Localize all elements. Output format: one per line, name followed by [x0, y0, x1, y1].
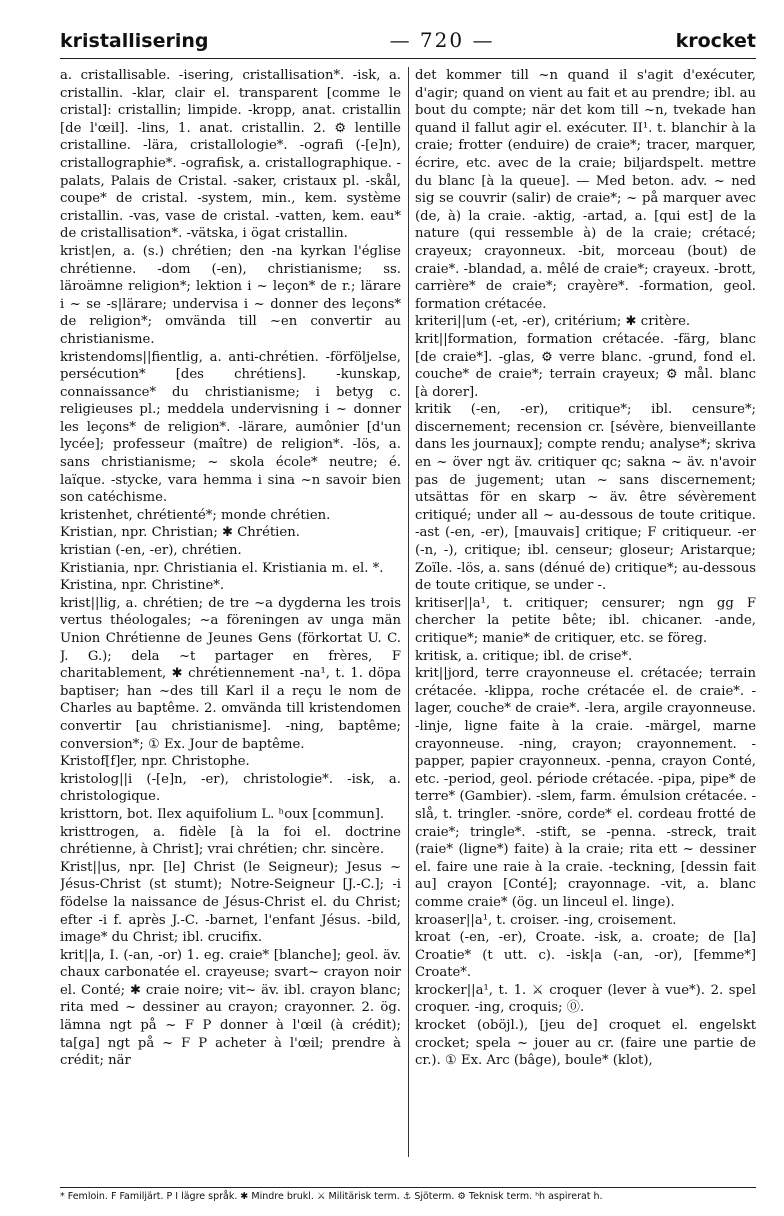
dictionary-entry: krocker||a¹, t. 1. ⚔ croquer (lever à vue*). 2. spel croquer. -ing, croquis; ⓪.: [415, 982, 756, 1016]
right-column: [415, 67, 756, 1157]
left-running-headword: kristallisering: [60, 30, 209, 52]
dictionary-entry: Kristiania, npr. Christiania el. Kristiania m. el. *.: [60, 560, 384, 576]
dictionary-columns: [60, 67, 756, 1157]
dictionary-entry: Kristina, npr. Christine*.: [60, 578, 225, 594]
dictionary-entry: kritik (-en, -er), critique*; ibl. censure*; discernement; recension cr. [sévère, bienveillante dans les journaux]; compte rendu; analyse*; skriva en ~ över ngt äv. critiquer qc; sakna ~ äv. n'avoir pas de jugement; utan ~ sans discernement; utsättas för en skarp ~ äv. être sévèrement critiqué; under all ~ au-dessous de toute critique. -ast (-en, -er), [mauvais] critique; F critiqueur. -er (-n, -), critique; ibl. censeur; gloseur; Aristarque; Zoïle. -lös, a. sans (dénué de) critique*; au-dessous de toute critique, se under -.: [415, 402, 756, 594]
page-header: [60, 28, 756, 59]
dictionary-entry: kriteri||um (-et, -er), critérium; ✱ critère.: [415, 314, 691, 330]
dictionary-entry: Kristian, npr. Christian; ✱ Chrétien.: [60, 525, 300, 541]
dictionary-entry: kristtrogen, a. fidèle [à la foi el. doctrine chrétienne, à Christ]; vrai chrétien; chr. sincère.: [60, 824, 401, 858]
page-number: — 720 —: [389, 28, 495, 52]
dictionary-entry: krit||a, I. (-an, -or) 1. eg. craie* [blanche]; geol. äv. chaux carbonatée el. crayeuse; svart~ crayon noir el. Conté; ✱ craie noire; vit~ äv. ibl. crayon blanc; rita med ~ dessiner au crayon; crayonner. 2. ög. lämna ngt på ~ F P donner à l'œil (à crédit); ta[ga] ngt på ~ F P acheter à l'œil; prendre à crédit; när: [60, 947, 401, 1069]
dictionary-entry: kritiser||a¹, t. critiquer; censurer; ngn gg F chercher la petite bête; ibl. chicaner. -ande, critique*; manie* de critiquer, etc. se föreg.: [415, 595, 756, 646]
dictionary-entry: kroat (-en, -er), Croate. -isk, a. croate; de [la] Croatie* (t utt. c). -isk|a (-an, -or), [femme*] Croate*.: [415, 930, 756, 981]
column-divider: [408, 67, 409, 1157]
dictionary-entry: kristendoms||fientlig, a. anti-chrétien. -förföljelse, persécution* [des chrétiens]. -kunskap, connaissance* du christianisme; i betyg c. religieuses pl.; meddela undervisning i ~ donner les leçons* de religion*. -lärare, aumônier [d'un lycée]; professeur (maître) de religion*. -lös, a. sans christianisme; ~ skola école* neutre; é. laïque. -stycke, vara hemma i sina ~n savoir bien son catéchisme.: [60, 349, 401, 506]
dictionary-entry: Kristof[f]er, npr. Christophe.: [60, 754, 250, 770]
dictionary-entry: krist|en, a. (s.) chrétien; den -na kyrkan l'église chrétienne. -dom (-en), christianisme; ss. läroämne religion*; lektion i ~ leçon* de r.; lärare i ~ se -s|lärare; undervisa i ~ donner des leçons* de religion*; omvända till ~en convertir au christianisme.: [60, 243, 401, 347]
dictionary-entry: kristian (-en, -er), chrétien.: [60, 543, 242, 559]
dictionary-entry: Krist||us, npr. [le] Christ (le Seigneur); Jesus ~ Jésus-Christ (st stumt); Notre-Seigneur [J.-C.]; -i födelse la naissance de Jésus-Christ el. du Christ; efter -i f. après J.-C. -barnet, l'enfant Jésus. -bild, image* du Christ; ibl. crucifix.: [60, 859, 401, 946]
dictionary-entry: krit||jord, terre crayonneuse el. crétacée; terrain crétacée. -klippa, roche crétacée el. de craie*. -lager, couche* de craie*. -lera, argile crayonneuse. -linje, ligne faite à la craie. -märgel, marne crayonneuse. -ning, crayon; crayonnement. -papper, papier crayonneux. -penna, crayon Conté, etc. -period, geol. période crétacée. -pipa, pipe* de terre* (Gambier). -slem, farm. émulsion crétacée. -slå, t. tringler. -snöre, corde* el. cordeau frotté de craie*; tringle*. -stift, se -penna. -streck, trait (raie* (ligne*) faite) à la craie; rita ett ~ dessiner el. faire une raie à la craie. -teckning, [dessin fait au] crayon [Conté]; crayonnage. -vit, a. blanc comme craie* (ög. un linceul el. linge).: [415, 666, 756, 910]
abbreviation-legend: * Femloin. F Familjärt. P I lägre språk. ✱ Mindre brukl. ⚔ Militärisk term. ⚓ Sjöterm. ⚙ Teknisk term. ʰh aspirerat h.: [60, 1187, 756, 1202]
dictionary-entry: krist||lig, a. chrétien; de tre ~a dygderna les trois vertus théologales; ~a föreningen av unga män Union Chrétienne de Jeunes Gens (förkortat U. C. J. G.); dela ~t partager en frères, F charitablement, ✱ chrétiennement -na¹, t. 1. döpa baptiser; han ~des till Karl il a reçu le nom de Charles au baptême. 2. omvända till kristendomen convertir [au christianisme]. -ning, baptême; conversion*; ① Ex. Jour de baptême.: [60, 595, 401, 752]
dictionary-entry: kritisk, a. critique; ibl. de crise*.: [415, 648, 633, 664]
dictionary-entry: kristolog||i (-[e]n, -er), christologie*. -isk, a. christologique.: [60, 771, 401, 805]
dictionary-entry: a. cristallisable. -isering, cristallisation*. -isk, a. cristallin. -klar, clair el. transparent [comme le cristal]: cristallin; limpide. -kropp, anat. cristallin [de l'œil]. -lins, 1. anat. cristallin. 2. ⚙ lentille cristalline. -lära, cristallologie*. -ografi (-[e]n), cristallographie*. -ografisk, a. cristallographique. -palats, Palais de Cristal. -saker, cristaux pl. -skål, coupe* de cristal. -system, min., kem. système cristallin. -vas, vase de cristal. -vatten, kem. eau* de cristallisation*. -vätska, i ögat cristallin.: [60, 68, 401, 242]
dictionary-entry: krocket (oböjl.), [jeu de] croquet el. engelskt crocket; spela ~ jouer au cr. (faire une partie de cr.). ① Ex. Arc (bâge), boule* (klot),: [415, 1018, 756, 1069]
dictionary-entry: kristtorn, bot. Ilex aquifolium L. ʰoux [commun].: [60, 806, 385, 822]
dictionary-entry: krit||formation, formation crétacée. -färg, blanc [de craie*]. -glas, ⚙ verre blanc. -grund, fond el. couche* de craie*; terrain crayeux; ⚙ mål. blanc [à dorer].: [415, 331, 756, 400]
left-column: [60, 67, 401, 1157]
dictionary-entry: kristenhet, chrétienté*; monde chrétien.: [60, 507, 331, 523]
dictionary-entry: kroaser||a¹, t. croiser. -ing, croisement.: [415, 912, 677, 928]
dictionary-entry: det kommer till ~n quand il s'agit d'exécuter, d'agir; quand on vient au fait et au prendre; ibl. au bout du compte; när det kom till ~n, tvekade han quand il fallut agir el. exécuter. II¹. t. blanchir à la craie; frotter (enduire) de craie*; tracer, marquer, écrire, etc. avec de la craie; biljardspelt. mettre du blanc [à la queue]. — Med beton. adv. ~ ned sig se couvrir (salir) de craie*; ~ på marquer avec (de, à) la craie. -aktig, -artad, a. [qui est] de la nature (qui ressemble à) de la craie; crétacé; crayeux; crayonneux. -bit, morceau (bout) de craie*. -blandad, a. mêlé de craie*; crayeux. -brott, carrière* de craie*; crayère*. -formation, geol. formation crétacée.: [415, 68, 756, 312]
right-running-headword: krocket: [675, 30, 756, 52]
